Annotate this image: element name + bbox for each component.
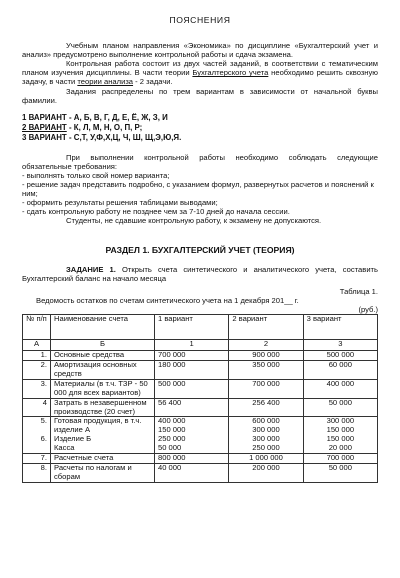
task-paragraph [22,265,378,283]
cell-v1: 56 400 [155,398,229,417]
cell-v2: 200 000 [229,463,303,482]
task-text: Открыть счета синтетического и аналитического учета, составить Бухгалтерский баланс на начало месяца [22,264,378,283]
cell-v3: 300 000 150 000 150 000 20 000 [303,417,377,454]
cell-no: 8. [23,463,51,482]
cell-v3: 50 000 [303,398,377,417]
column-number-row [23,340,378,351]
variant-3-letters: - С,Т, У,Ф,Х,Ц, Ч, Ш, Щ,Э,Ю,Я. [68,132,182,142]
para2-pre: Контрольная работа состоит из двух частей заданий, в соответствии с тематическим планом изучения дисциплины. В части теории [22,59,378,78]
table-row [23,463,378,482]
task-label: ЗАДАНИЕ 1. [66,264,116,274]
cell-no: 5. 6. [23,417,51,454]
cell-v1: 500 000 [155,379,229,398]
cell-name: Готовая продукция, в т.ч. изделие А Изделие Б Касса [51,417,155,454]
cell-v3: 60 000 [303,360,377,379]
control-work-paragraph [22,59,378,86]
col-header-v3: 3 вариант [303,315,377,340]
cell-v3: 50 000 [303,463,377,482]
rules-outro: Студенты, не сдавшие контрольную работу, к экзамену не допускаются. [66,216,322,226]
table-row [23,360,378,379]
rule-item: - оформить результаты решения таблицами выводами; [22,198,218,208]
variant-2 [22,123,378,133]
variant-2-label: 2 ВАРИАНТ [22,122,67,132]
table-row [23,398,378,417]
table-row [23,417,378,454]
cell-v3: 500 000 [303,351,377,361]
col-number: 3 [303,340,377,351]
table-row [23,351,378,361]
col-header-name: Наименование счета [51,315,155,340]
rules-list [22,171,378,216]
table-caption: Таблица 1. [339,286,378,296]
variant-3 [22,133,378,143]
para2-post: - 2 задачи. [133,77,173,87]
variant-2-letters: - К, Л, М, Н, О, П, Р; [68,122,143,132]
para2-underlined-b: теории анализа [77,77,134,87]
col-header-no: № п/п [23,315,51,340]
cell-name: Основные средства [51,351,155,361]
table-unit: (руб.) [358,304,378,314]
page-heading: ПОЯСНЕНИЯ [169,15,231,25]
variant-1 [22,113,378,123]
col-number: 2 [229,340,303,351]
intro-paragraph: Учебным планом направления «Экономика» по дисциплине «Бухгалтерский учет и анализ» предусмотрено выполнение контрольной работы и сдача экзамена. [22,41,378,60]
cell-name: Расчетные счета [51,454,155,464]
col-number: А [23,340,51,351]
cell-no: 3. [23,379,51,398]
rule-item: - решение задач представить подробно, с указанием формул, развернутых расчетов и пояснений к ним; [22,180,374,199]
distribution-paragraph: Задания распределены по трем вариантам в зависимости от начальной буквы фамилии. [22,86,378,105]
balances-table [22,314,378,483]
cell-name: Амортизация основных средств [51,360,155,379]
cell-no: 7. [23,454,51,464]
cell-name: Материалы (в т.ч. ТЗР - 50 000 для всех вариантов) [51,379,155,398]
cell-v1: 40 000 [155,463,229,482]
variant-3-label: 3 ВАРИАНТ [22,132,67,142]
cell-name: Затрать в незавершенном производстве (20 счет) [51,398,155,417]
rule-item: - выполнять только свой номер варианта; [22,170,170,180]
cell-v1: 400 000 150 000 250 000 50 000 [155,417,229,454]
cell-v2: 700 000 [229,379,303,398]
table-row [23,379,378,398]
cell-v2: 900 000 [229,351,303,361]
rules-intro: При выполнении контрольной работы необходимо соблюдать следующие обязательные требования: [22,152,378,171]
para2-mid: необходимо решить сквозную задачу, в части [22,68,378,87]
section-title: РАЗДЕЛ 1. БУХГАЛТЕРСКИЙ УЧЕТ (ТЕОРИЯ) [105,244,295,255]
cell-v3: 700 000 [303,454,377,464]
variants-list [22,113,378,143]
cell-no: 4 [23,398,51,417]
col-header-v2: 2 вариант [229,315,303,340]
cell-v2: 600 000 300 000 300 000 250 000 [229,417,303,454]
cell-v2: 350 000 [229,360,303,379]
table-title-line [22,296,378,305]
cell-v2: 256 400 [229,398,303,417]
table-header-row [23,315,378,340]
para2-underlined-a: Бухгалтерского учета [192,68,269,78]
cell-name: Расчеты по налогам и сборам [51,463,155,482]
col-number: Б [51,340,155,351]
variant-1-letters: - А, Б, В, Г, Д, Е, Ё, Ж, З, И [68,112,168,122]
cell-no: 1. [23,351,51,361]
col-header-v1: 1 вариант [155,315,229,340]
variant-1-label: 1 ВАРИАНТ [22,112,67,122]
rule-item: - сдать контрольную работу не позднее чем за 7-10 дней до начала сессии. [22,207,290,217]
cell-v1: 700 000 [155,351,229,361]
table-row [23,454,378,464]
cell-v2: 1 000 000 [229,454,303,464]
cell-v3: 400 000 [303,379,377,398]
col-number: 1 [155,340,229,351]
cell-no: 2. [23,360,51,379]
cell-v1: 180 000 [155,360,229,379]
table-title: Ведомость остатков по счетам синтетического учета на 1 декабря 201__ г. [36,295,299,305]
cell-v1: 800 000 [155,454,229,464]
